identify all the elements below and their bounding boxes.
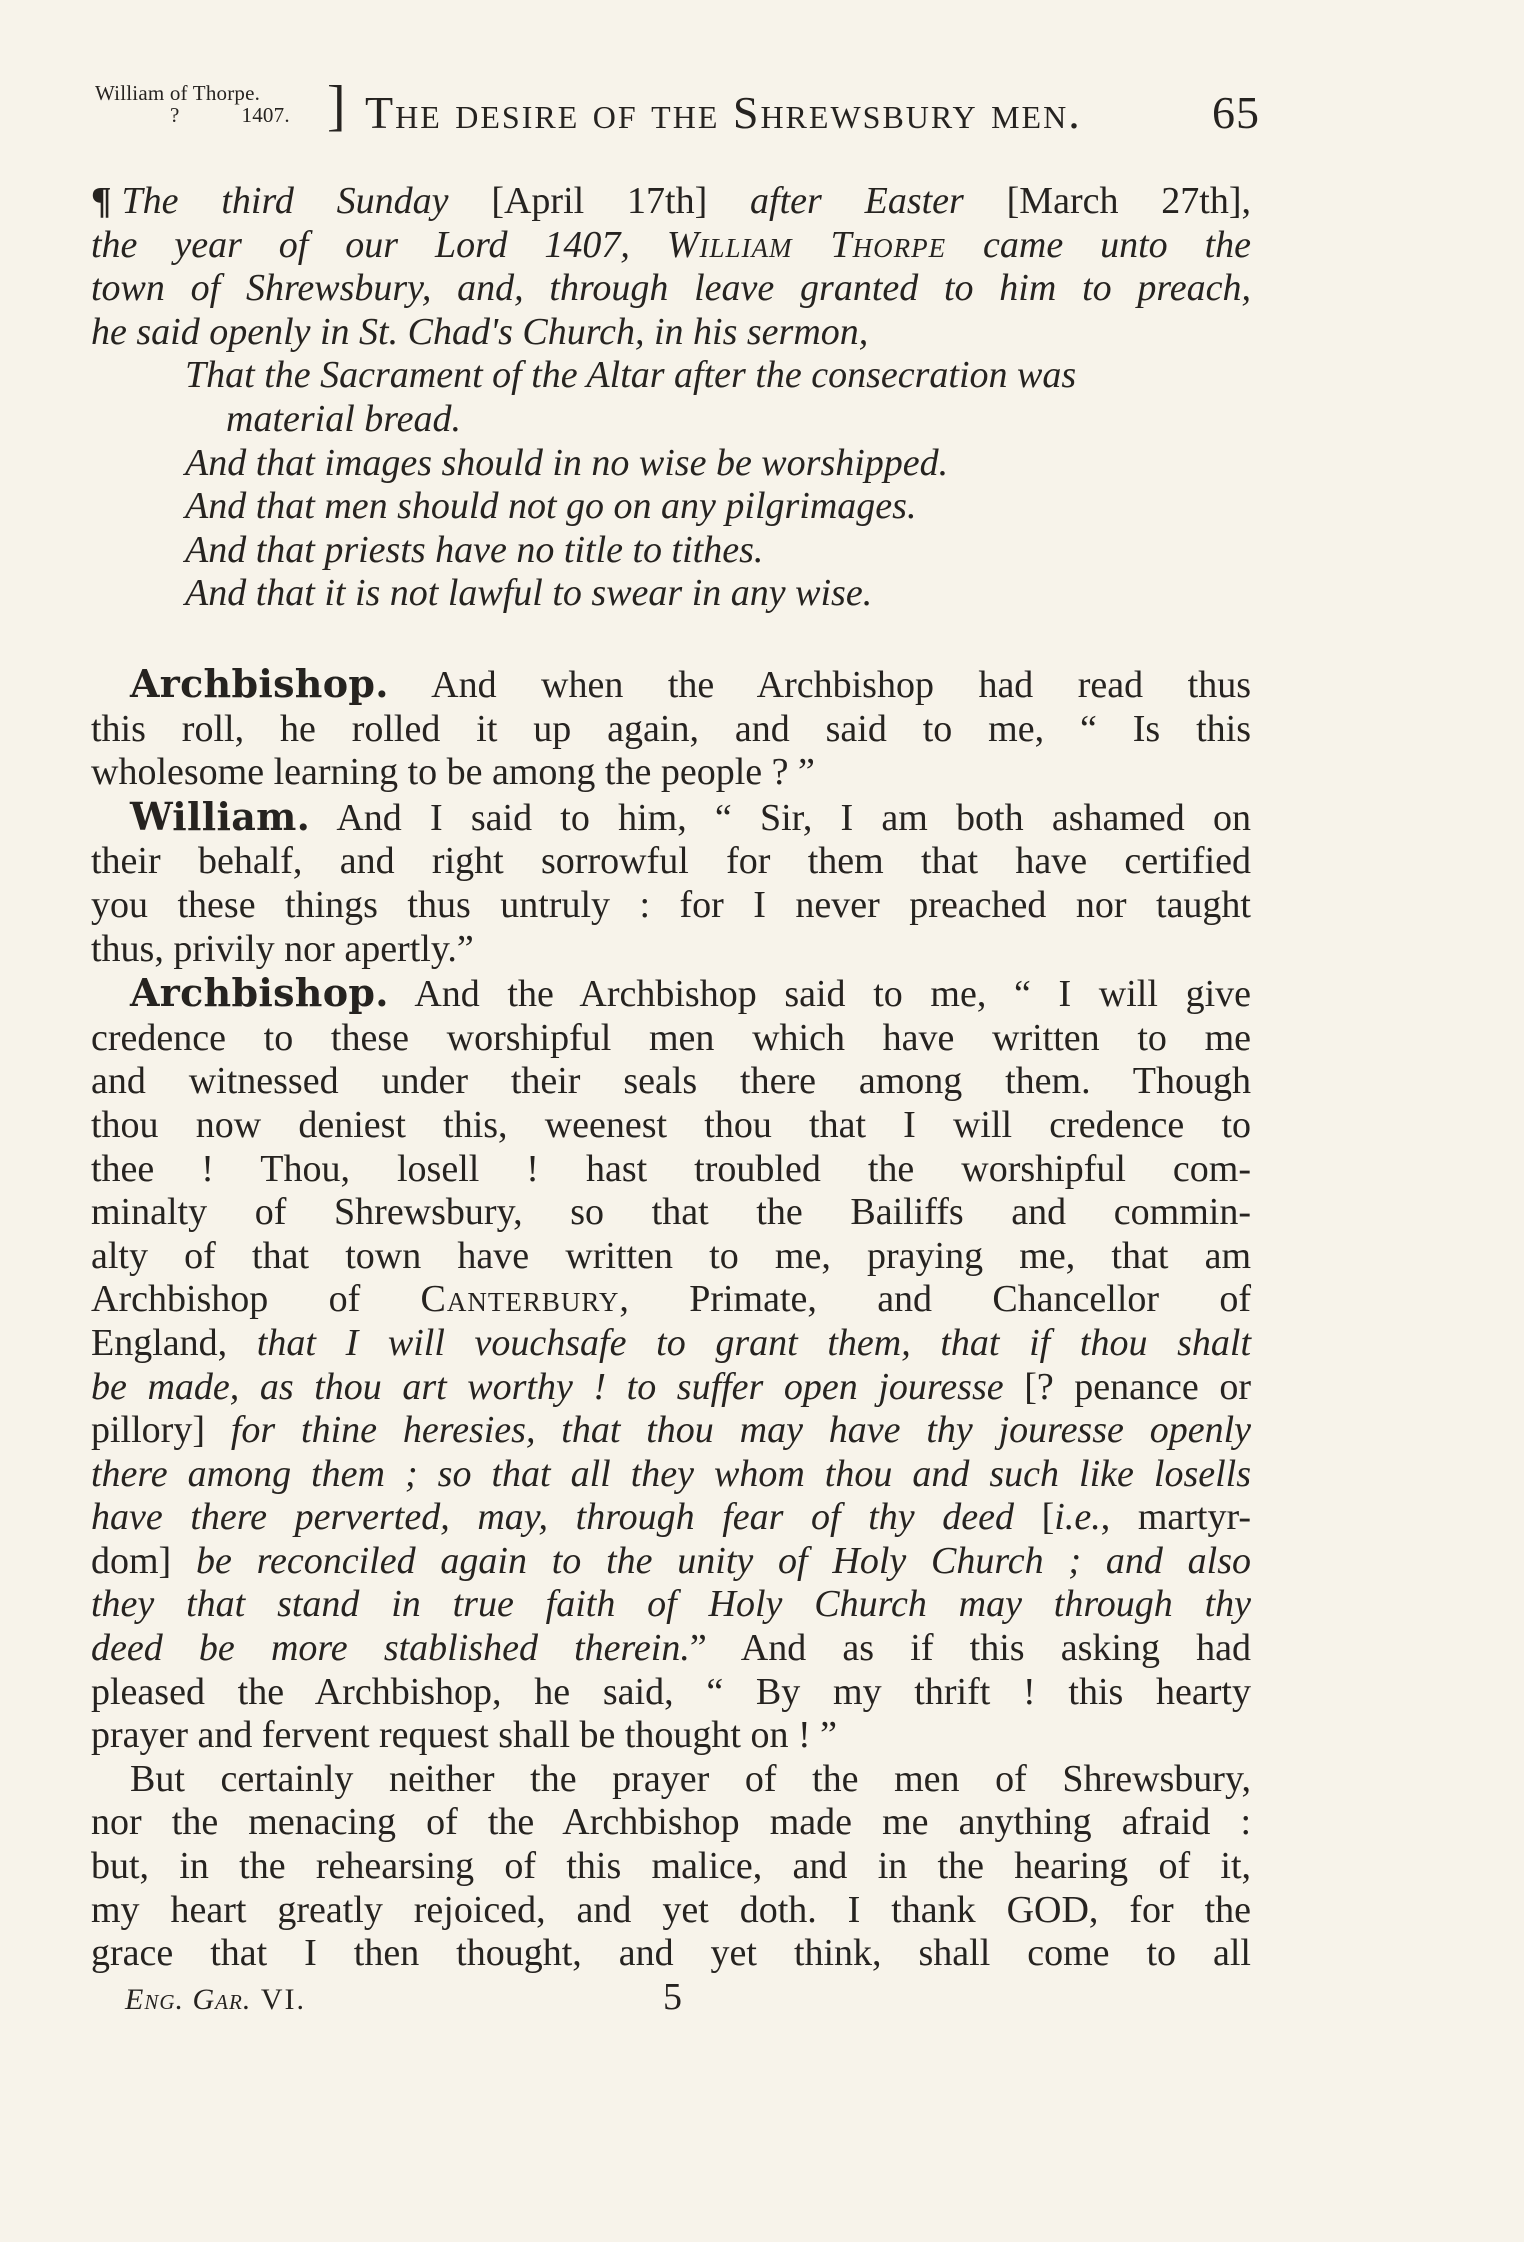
article-item: That the Sacrament of the Altar after the consecration was bbox=[185, 354, 1077, 397]
paragraph-line: Archbishop. And when the Archbishop had read thus bbox=[130, 661, 1251, 706]
paragraph-line: minalty of Shrewsbury, so that the Bailiffs and commin- bbox=[91, 1191, 1251, 1234]
paragraph-line: their behalf, and right sorrowful for them that have certified bbox=[91, 840, 1251, 883]
paragraph-line: pillory] for thine heresies, that thou may have thy jouresse openly bbox=[91, 1409, 1252, 1452]
pilcrow-icon: ¶ bbox=[91, 180, 112, 222]
side-note-bracket: ] bbox=[327, 75, 346, 137]
paragraph-line: and witnessed under their seals there among them. Though bbox=[91, 1060, 1251, 1103]
paragraph-line: my heart greatly rejoiced, and yet doth. I thank GOD, for the bbox=[91, 1888, 1251, 1931]
paragraph-line: they that stand in true faith of Holy Church may through thy bbox=[91, 1583, 1251, 1626]
name-william-thorpe: William Thorpe bbox=[666, 223, 947, 266]
paragraph-line: wholesome learning to be among the people ? ” bbox=[91, 751, 815, 794]
signature-mark: Eng. Gar. VI. bbox=[125, 1983, 306, 2016]
paragraph-line: thus, privily nor apertly.” bbox=[91, 927, 474, 970]
side-note bbox=[95, 82, 290, 126]
paragraph-line: pleased the Archbishop, he said, “ By my thrift ! this hearty bbox=[91, 1670, 1251, 1713]
page-footer bbox=[125, 1975, 725, 2025]
paragraph-line: there among them ; so that all they whom thou and such like losells bbox=[91, 1452, 1251, 1495]
paragraph-line: England, that I will vouchsafe to grant them, that if thou shalt bbox=[91, 1321, 1251, 1364]
paragraph-line: you these things thus untruly : for I never preached nor taught bbox=[91, 883, 1251, 926]
side-note-year: 1407. bbox=[241, 103, 290, 127]
intro-line: town of Shrewsbury, and, through leave granted to him to preach, bbox=[91, 267, 1251, 310]
paragraph-line: credence to these worshipful men which have written to me bbox=[91, 1016, 1251, 1059]
speaker-label: Archbishop. bbox=[130, 661, 389, 706]
paragraph-line: be made, as thou art worthy ! to suffer open jouresse [? penance or bbox=[91, 1365, 1251, 1408]
paragraph-line: grace that I then thought, and yet think, shall come to all bbox=[91, 1932, 1251, 1975]
article-item: And that images should in no wise be worshipped. bbox=[185, 441, 949, 484]
paragraph-line: have there perverted, may, through fear of thy deed [i.e., martyr- bbox=[91, 1496, 1252, 1539]
running-title: The desire of the Shrewsbury men. bbox=[365, 87, 1082, 138]
dialogue-body bbox=[91, 662, 1251, 1976]
paragraph-line: prayer and fervent request shall be thought on ! ” bbox=[91, 1714, 838, 1757]
running-header bbox=[95, 75, 1260, 148]
side-note-date bbox=[95, 104, 290, 126]
place-canterbury: Canterbury bbox=[420, 1278, 620, 1321]
article-item: And that it is not lawful to swear in any wise. bbox=[185, 572, 873, 615]
side-note-query: ? bbox=[170, 103, 180, 127]
paragraph-line: Archbishop. And the Archbishop said to me, “ I will give bbox=[130, 970, 1251, 1016]
paragraph-line: Archbishop of Canterbury, Primate, and Chancellor of bbox=[91, 1278, 1251, 1321]
signature-number: 5 bbox=[663, 1976, 682, 2018]
paragraph-line: thee ! Thou, losell ! hast troubled the worshipful com- bbox=[91, 1147, 1251, 1190]
article-item-continued: material bread. bbox=[226, 397, 462, 440]
paragraph-line: dom] be reconciled again to the unity of Holy Church ; and also bbox=[91, 1539, 1251, 1582]
paragraph-line: thou now deniest this, weenest thou that I will credence to bbox=[91, 1103, 1251, 1146]
paragraph-line: deed be more stablished therein.” And as if this asking had bbox=[91, 1627, 1251, 1670]
speaker-label: Archbishop. bbox=[130, 970, 389, 1016]
intro-line: the year of our Lord 1407, William Thorpe came unto the bbox=[91, 223, 1252, 266]
paragraph-line: William. And I said to him, “ Sir, I am both ashamed on bbox=[130, 793, 1251, 839]
intro-line: ¶ The third Sunday [April 17th] after Easter [March 27th], bbox=[91, 180, 1251, 222]
article-item: And that priests have no title to tithes. bbox=[185, 528, 764, 571]
article-item: And that men should not go on any pilgrimages. bbox=[185, 485, 917, 528]
page-number: 65 bbox=[1212, 87, 1260, 138]
intro-passage bbox=[91, 180, 1251, 616]
side-note-name: William of Thorpe. bbox=[95, 81, 261, 105]
paragraph-line: alty of that town have written to me, praying me, that am bbox=[91, 1234, 1251, 1277]
paragraph-line: but, in the rehearsing of this malice, and in the hearing of it, bbox=[91, 1845, 1251, 1888]
paragraph-line: this roll, he rolled it up again, and said to me, “ Is this bbox=[91, 707, 1251, 750]
paragraph-line: nor the menacing of the Archbishop made me anything afraid : bbox=[91, 1801, 1251, 1844]
paragraph-line: But certainly neither the prayer of the men of Shrewsbury, bbox=[130, 1757, 1251, 1800]
intro-line: he said openly in St. Chad's Church, in his sermon, bbox=[91, 310, 869, 353]
speaker-label: William. bbox=[130, 793, 311, 839]
